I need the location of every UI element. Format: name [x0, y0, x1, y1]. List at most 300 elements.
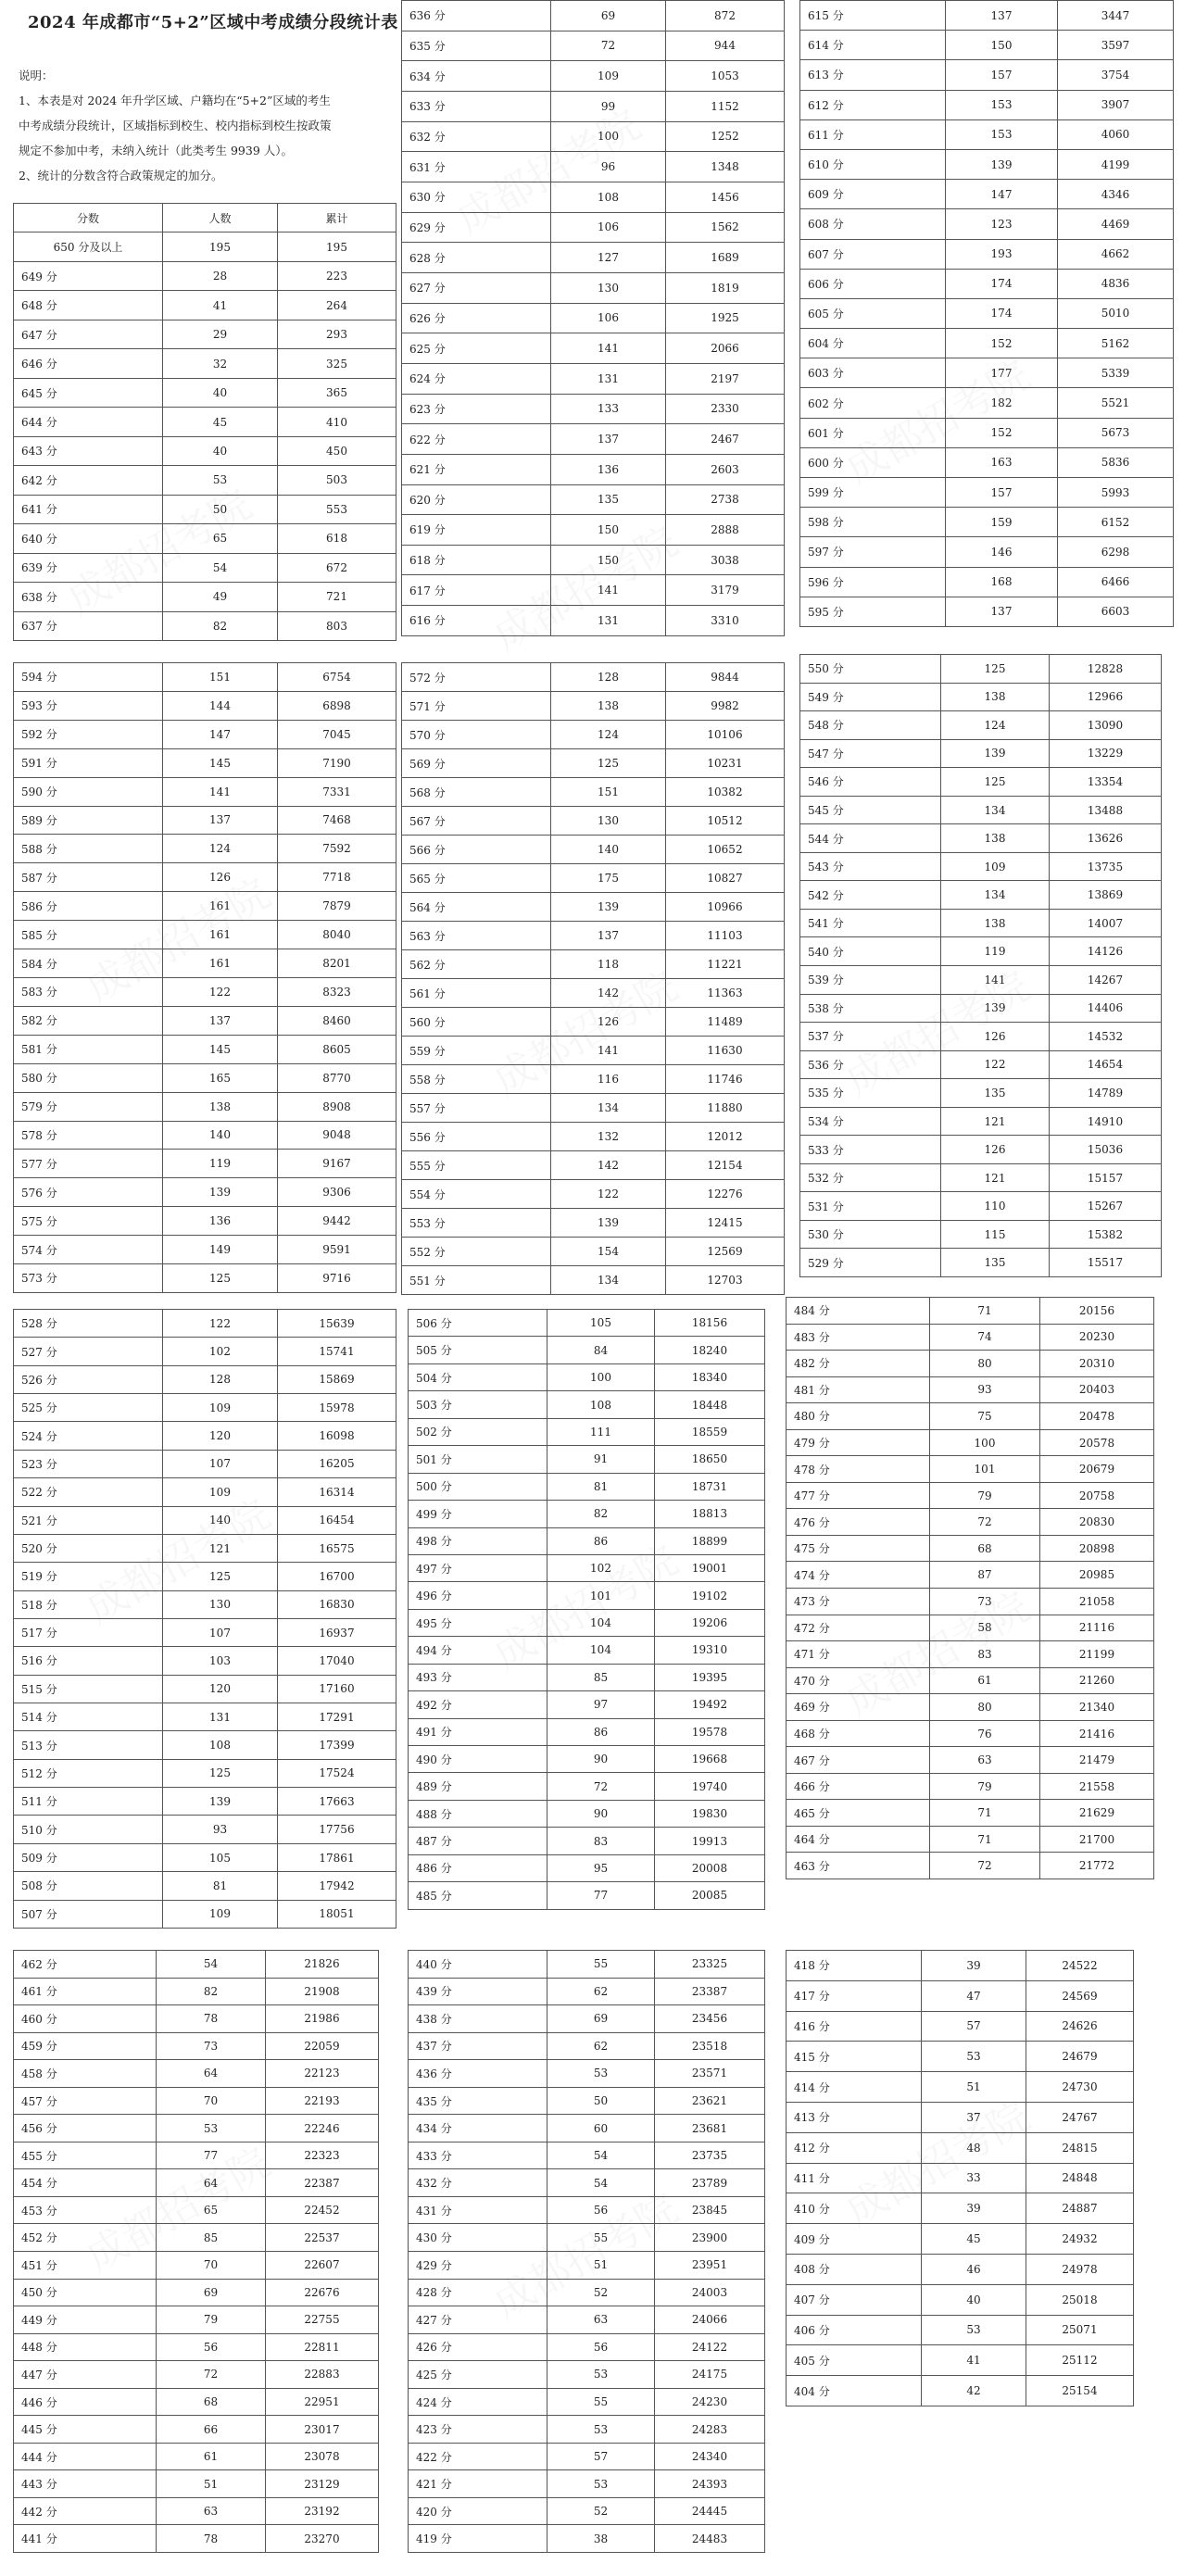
table-row — [800, 149, 1174, 179]
table-row — [409, 1554, 765, 1581]
table-row — [402, 692, 785, 721]
count-cell: 69 — [547, 2005, 655, 2033]
cumulative-cell: 23789 — [655, 2169, 765, 2197]
score-cell: 546 分 — [800, 768, 941, 797]
notes — [19, 63, 398, 188]
cumulative-cell: 24569 — [1026, 1980, 1134, 2011]
score-cell: 555 分 — [402, 1151, 551, 1180]
table-row — [14, 1900, 396, 1928]
count-cell: 32 — [163, 349, 278, 378]
count-cell: 141 — [551, 1037, 666, 1065]
cumulative-cell: 2603 — [666, 454, 785, 484]
count-cell: 182 — [946, 388, 1058, 418]
count-cell: 54 — [547, 2142, 655, 2169]
cumulative-cell: 18340 — [655, 1363, 765, 1390]
score-cell: 426 分 — [409, 2333, 547, 2361]
table-row — [14, 1236, 396, 1264]
count-cell: 125 — [163, 1759, 278, 1787]
score-cell: 419 分 — [409, 2525, 547, 2553]
score-cell: 571 分 — [402, 692, 551, 721]
score-cell: 510 分 — [14, 1816, 163, 1843]
score-cell: 649 分 — [14, 261, 163, 290]
table-row — [409, 2142, 765, 2169]
score-cell: 559 分 — [402, 1037, 551, 1065]
score-cell: 556 分 — [402, 1123, 551, 1151]
score-cell: 499 分 — [409, 1501, 547, 1527]
count-cell: 74 — [930, 1324, 1040, 1351]
score-cell: 550 分 — [800, 655, 941, 684]
cumulative-cell: 503 — [278, 466, 396, 495]
count-cell: 139 — [163, 1788, 278, 1816]
score-cell: 551 分 — [402, 1266, 551, 1295]
cumulative-cell: 18051 — [278, 1900, 396, 1928]
cumulative-cell: 15267 — [1050, 1192, 1162, 1221]
score-table — [408, 1309, 765, 1910]
count-cell: 137 — [163, 806, 278, 835]
table-row — [14, 2497, 379, 2525]
table-row — [409, 1582, 765, 1609]
cumulative-cell: 18448 — [655, 1391, 765, 1418]
score-cell: 475 分 — [787, 1535, 930, 1562]
cumulative-cell: 22676 — [266, 2279, 379, 2306]
count-cell: 150 — [551, 545, 666, 575]
count-cell: 128 — [551, 663, 666, 692]
cumulative-cell: 10652 — [666, 836, 785, 864]
table-row — [800, 269, 1174, 298]
count-cell: 102 — [547, 1554, 655, 1581]
score-cell: 603 分 — [800, 358, 946, 388]
cumulative-cell: 944 — [666, 31, 785, 61]
score-cell: 538 分 — [800, 994, 941, 1023]
table-row — [14, 553, 396, 582]
cumulative-cell: 19102 — [655, 1582, 765, 1609]
score-cell: 470 分 — [787, 1667, 930, 1694]
count-cell: 52 — [547, 2497, 655, 2525]
table-row — [800, 180, 1174, 209]
cumulative-cell: 672 — [278, 553, 396, 582]
score-cell: 610 分 — [800, 149, 946, 179]
table-row — [14, 2196, 379, 2224]
score-cell: 446 分 — [14, 2388, 157, 2416]
count-cell: 56 — [547, 2196, 655, 2224]
table-row — [800, 852, 1162, 881]
score-cell: 414 分 — [787, 2072, 922, 2103]
count-cell: 63 — [547, 2306, 655, 2334]
count-cell: 51 — [157, 2470, 266, 2498]
score-cell: 448 分 — [14, 2333, 157, 2361]
count-cell: 37 — [922, 2102, 1026, 2132]
notes-line: 2、统计的分数含符合政策规定的加分。 — [19, 169, 223, 182]
table-row — [14, 949, 396, 978]
score-cell: 542 分 — [800, 881, 941, 910]
count-cell: 161 — [163, 949, 278, 978]
score-cell: 424 分 — [409, 2388, 547, 2416]
table-row — [14, 2252, 379, 2280]
score-cell: 410 分 — [787, 2193, 922, 2224]
cumulative-cell: 24626 — [1026, 2011, 1134, 2042]
score-cell: 642 分 — [14, 466, 163, 495]
cumulative-cell: 14406 — [1050, 994, 1162, 1023]
count-cell: 100 — [547, 1363, 655, 1390]
score-cell: 553 分 — [402, 1209, 551, 1238]
score-cell: 413 分 — [787, 2102, 922, 2132]
count-cell: 135 — [551, 484, 666, 515]
score-cell: 493 分 — [409, 1664, 547, 1690]
table-row — [800, 909, 1162, 937]
cumulative-cell: 16830 — [278, 1590, 396, 1618]
score-cell: 576 分 — [14, 1178, 163, 1207]
cumulative-cell: 6152 — [1058, 508, 1174, 537]
cumulative-cell: 16575 — [278, 1534, 396, 1562]
score-cell: 595 分 — [800, 597, 946, 626]
count-header: 人数 — [163, 204, 278, 232]
table-row — [14, 436, 396, 465]
count-cell: 121 — [941, 1107, 1050, 1136]
table-row — [14, 349, 396, 378]
score-cell: 613 分 — [800, 60, 946, 90]
table-row — [409, 1718, 765, 1745]
table-row — [800, 739, 1162, 768]
cumulative-cell: 17861 — [278, 1843, 396, 1871]
cumulative-cell: 21199 — [1040, 1641, 1154, 1668]
cumulative-cell: 24978 — [1026, 2254, 1134, 2284]
cumulative-cell: 23270 — [266, 2525, 379, 2553]
score-cell: 461 分 — [14, 1978, 157, 2005]
table-row — [402, 1094, 785, 1123]
score-table — [786, 1297, 1154, 1879]
table-row — [14, 583, 396, 611]
count-cell: 138 — [551, 692, 666, 721]
count-cell: 54 — [163, 553, 278, 582]
count-cell: 41 — [163, 291, 278, 320]
table-row — [14, 2525, 379, 2553]
table-row — [787, 1667, 1154, 1694]
cumulative-cell: 15517 — [1050, 1249, 1162, 1277]
table-row — [409, 2196, 765, 2224]
table-row — [14, 1035, 396, 1063]
cumulative-cell: 19310 — [655, 1637, 765, 1664]
cumulative-cell: 14910 — [1050, 1107, 1162, 1136]
score-cell: 418 分 — [787, 1951, 922, 1981]
table-row — [402, 749, 785, 778]
score-cell: 450 分 — [14, 2279, 157, 2306]
table-row — [402, 91, 785, 121]
cumulative-cell: 10512 — [666, 807, 785, 836]
score-cell: 586 分 — [14, 892, 163, 921]
table-row — [14, 2224, 379, 2252]
cumulative-cell: 23900 — [655, 2224, 765, 2252]
score-cell: 527 分 — [14, 1338, 163, 1365]
score-cell: 544 分 — [800, 824, 941, 853]
table-row — [409, 1637, 765, 1664]
score-cell: 560 分 — [402, 1008, 551, 1037]
cumulative-cell: 13229 — [1050, 739, 1162, 768]
score-cell: 628 分 — [402, 243, 551, 273]
score-cell: 650 分及以上 — [14, 232, 163, 261]
count-cell: 109 — [163, 1394, 278, 1422]
count-cell: 151 — [163, 663, 278, 692]
score-cell: 577 分 — [14, 1150, 163, 1178]
score-cell: 428 分 — [409, 2279, 547, 2306]
score-cell: 532 分 — [800, 1163, 941, 1192]
count-cell: 84 — [547, 1337, 655, 1363]
count-cell: 96 — [551, 152, 666, 182]
count-cell: 103 — [163, 1647, 278, 1675]
score-cell: 594 分 — [14, 663, 163, 692]
count-cell: 29 — [163, 320, 278, 348]
table-row — [14, 1310, 396, 1338]
table-row — [409, 2032, 765, 2060]
count-cell: 45 — [163, 408, 278, 436]
cumulative-cell: 10827 — [666, 864, 785, 893]
score-cell: 557 分 — [402, 1094, 551, 1123]
cumulative-cell: 9048 — [278, 1121, 396, 1150]
cumulative-cell: 21700 — [1040, 1826, 1154, 1853]
score-cell: 487 分 — [409, 1828, 547, 1854]
table-row — [800, 478, 1174, 508]
count-cell: 28 — [163, 261, 278, 290]
cumulative-cell: 21826 — [266, 1951, 379, 1979]
count-cell: 126 — [941, 1136, 1050, 1164]
count-cell: 122 — [941, 1050, 1050, 1079]
score-cell: 435 分 — [409, 2087, 547, 2115]
score-cell: 541 分 — [800, 909, 941, 937]
cumulative-cell: 19913 — [655, 1828, 765, 1854]
cumulative-cell: 20478 — [1040, 1403, 1154, 1430]
count-cell: 51 — [922, 2072, 1026, 2103]
count-cell: 71 — [930, 1800, 1040, 1827]
table-row — [14, 977, 396, 1006]
cumulative-cell: 1348 — [666, 152, 785, 182]
cumulative-cell: 22811 — [266, 2333, 379, 2361]
score-cell: 528 分 — [14, 1310, 163, 1338]
cumulative-cell: 16937 — [278, 1618, 396, 1646]
count-cell: 120 — [163, 1422, 278, 1450]
table-row — [409, 2306, 765, 2334]
table-row — [14, 1092, 396, 1121]
cumulative-cell: 14789 — [1050, 1079, 1162, 1108]
score-cell: 608 分 — [800, 209, 946, 239]
table-row — [409, 2497, 765, 2525]
cumulative-cell: 25112 — [1026, 2345, 1134, 2376]
count-cell: 50 — [547, 2087, 655, 2115]
cumulative-cell: 3310 — [666, 606, 785, 636]
count-cell: 157 — [946, 478, 1058, 508]
table-row — [14, 2005, 379, 2033]
cumulative-cell: 20156 — [1040, 1298, 1154, 1325]
table-row — [402, 1037, 785, 1065]
table-row — [402, 333, 785, 364]
cumulative-cell: 24283 — [655, 2416, 765, 2444]
cumulative-cell: 7190 — [278, 748, 396, 777]
table-row — [787, 1535, 1154, 1562]
count-cell: 100 — [551, 121, 666, 152]
score-cell: 606 分 — [800, 269, 946, 298]
cumulative-cell: 24393 — [655, 2470, 765, 2498]
score-cell: 417 分 — [787, 1980, 922, 2011]
score-cell: 629 分 — [402, 212, 551, 243]
score-cell: 422 分 — [409, 2443, 547, 2470]
count-cell: 90 — [547, 1746, 655, 1773]
table-row — [14, 1759, 396, 1787]
cumulative-cell: 14654 — [1050, 1050, 1162, 1079]
count-cell: 110 — [941, 1192, 1050, 1221]
score-cell: 648 分 — [14, 291, 163, 320]
cumulative-cell: 4199 — [1058, 149, 1174, 179]
score-cell: 519 分 — [14, 1563, 163, 1590]
score-cell: 496 分 — [409, 1582, 547, 1609]
table-row — [787, 1509, 1154, 1536]
count-cell: 147 — [163, 720, 278, 748]
cumulative-cell: 23325 — [655, 1951, 765, 1979]
score-cell: 439 分 — [409, 1978, 547, 2005]
table-row — [409, 1473, 765, 1500]
score-table — [13, 203, 396, 641]
cumulative-cell: 20898 — [1040, 1535, 1154, 1562]
cumulative-cell: 9716 — [278, 1264, 396, 1293]
count-cell: 140 — [163, 1121, 278, 1150]
cumulative-cell: 24815 — [1026, 2132, 1134, 2163]
cumulative-cell: 11746 — [666, 1065, 785, 1094]
cumulative-cell: 23129 — [266, 2470, 379, 2498]
table-row — [409, 2252, 765, 2280]
count-cell: 137 — [163, 1006, 278, 1035]
score-cell: 607 分 — [800, 239, 946, 269]
score-cell: 616 分 — [402, 606, 551, 636]
table-row — [800, 711, 1162, 740]
count-cell: 137 — [551, 922, 666, 950]
count-cell: 150 — [551, 515, 666, 546]
cumulative-cell: 21986 — [266, 2005, 379, 2033]
count-cell: 86 — [547, 1718, 655, 1745]
score-cell: 530 分 — [800, 1220, 941, 1249]
count-cell: 85 — [547, 1664, 655, 1690]
score-cell: 537 分 — [800, 1023, 941, 1051]
table-row — [800, 60, 1174, 90]
score-cell: 623 分 — [402, 394, 551, 424]
table-row — [14, 1394, 396, 1422]
cumulative-cell: 21340 — [1040, 1694, 1154, 1721]
table-row — [14, 1816, 396, 1843]
score-cell: 507 分 — [14, 1900, 163, 1928]
cumulative-cell: 7718 — [278, 863, 396, 892]
count-cell: 116 — [551, 1065, 666, 1094]
cumulative-cell: 20758 — [1040, 1482, 1154, 1509]
cumulative-cell: 21908 — [266, 1978, 379, 2005]
score-cell: 611 分 — [800, 119, 946, 149]
count-cell: 139 — [946, 149, 1058, 179]
table-row — [402, 515, 785, 546]
count-cell: 141 — [941, 966, 1050, 995]
count-cell: 75 — [930, 1403, 1040, 1430]
table-row — [409, 2087, 765, 2115]
cumulative-cell: 19492 — [655, 1691, 765, 1718]
cumulative-cell: 7331 — [278, 777, 396, 806]
page-title: 2024 年成都市“5+2”区域中考成绩分段统计表 — [28, 13, 398, 32]
cumulative-cell: 2197 — [666, 363, 785, 394]
count-cell: 54 — [157, 1951, 266, 1979]
score-cell: 554 分 — [402, 1180, 551, 1209]
cumulative-cell: 17663 — [278, 1788, 396, 1816]
table-row — [14, 1590, 396, 1618]
table-row — [14, 1264, 396, 1293]
table-row — [409, 2224, 765, 2252]
score-cell: 636 分 — [402, 1, 551, 31]
cumulative-cell: 22059 — [266, 2032, 379, 2060]
score-cell: 416 分 — [787, 2011, 922, 2042]
count-cell: 65 — [163, 524, 278, 553]
count-cell: 125 — [163, 1563, 278, 1590]
cumulative-cell: 19395 — [655, 1664, 765, 1690]
count-cell: 39 — [922, 1951, 1026, 1981]
cumulative-cell: 6298 — [1058, 537, 1174, 567]
cumulative-cell: 12703 — [666, 1266, 785, 1295]
table-row — [14, 1675, 396, 1703]
score-cell: 525 分 — [14, 1394, 163, 1422]
cumulative-cell: 18156 — [655, 1310, 765, 1337]
count-cell: 47 — [922, 1980, 1026, 2011]
score-header: 分数 — [14, 204, 163, 232]
cumulative-cell: 11221 — [666, 950, 785, 979]
cumulative-cell: 1252 — [666, 121, 785, 152]
cumulative-cell: 15036 — [1050, 1136, 1162, 1164]
count-cell: 56 — [157, 2333, 266, 2361]
table-row — [14, 806, 396, 835]
cumulative-cell: 22123 — [266, 2060, 379, 2088]
table-row — [787, 1826, 1154, 1853]
score-cell: 505 分 — [409, 1337, 547, 1363]
cumulative-cell: 12154 — [666, 1151, 785, 1180]
cumulative-cell: 223 — [278, 261, 396, 290]
cumulative-cell: 19740 — [655, 1773, 765, 1800]
table-row — [14, 1872, 396, 1900]
cumulative-cell: 20985 — [1040, 1562, 1154, 1589]
cumulative-cell: 12966 — [1050, 683, 1162, 711]
cumulative-cell: 23951 — [655, 2252, 765, 2280]
table-row — [409, 2470, 765, 2498]
table-row — [409, 1828, 765, 1854]
score-cell: 430 分 — [409, 2224, 547, 2252]
table-row — [14, 1365, 396, 1393]
count-cell: 131 — [551, 606, 666, 636]
table-row — [14, 1703, 396, 1731]
score-cell: 518 分 — [14, 1590, 163, 1618]
count-cell: 40 — [163, 436, 278, 465]
cumulative-cell: 21479 — [1040, 1747, 1154, 1774]
table-row — [800, 1220, 1162, 1249]
count-cell: 83 — [547, 1828, 655, 1854]
table-row — [14, 1121, 396, 1150]
count-cell: 177 — [946, 358, 1058, 388]
score-cell: 584 分 — [14, 949, 163, 978]
count-cell: 48 — [922, 2132, 1026, 2163]
cumulative-cell: 4346 — [1058, 180, 1174, 209]
count-cell: 65 — [157, 2196, 266, 2224]
cumulative-cell: 25071 — [1026, 2315, 1134, 2345]
score-cell: 469 分 — [787, 1694, 930, 1721]
count-cell: 125 — [941, 655, 1050, 684]
count-cell: 122 — [163, 977, 278, 1006]
cumulative-cell: 5339 — [1058, 358, 1174, 388]
table-row — [787, 1720, 1154, 1747]
table-row — [800, 1050, 1162, 1079]
cumulative-cell: 15978 — [278, 1394, 396, 1422]
table-row — [402, 303, 785, 333]
count-cell: 80 — [930, 1694, 1040, 1721]
score-cell: 639 分 — [14, 553, 163, 582]
count-cell: 153 — [946, 119, 1058, 149]
table-row — [787, 2042, 1134, 2072]
